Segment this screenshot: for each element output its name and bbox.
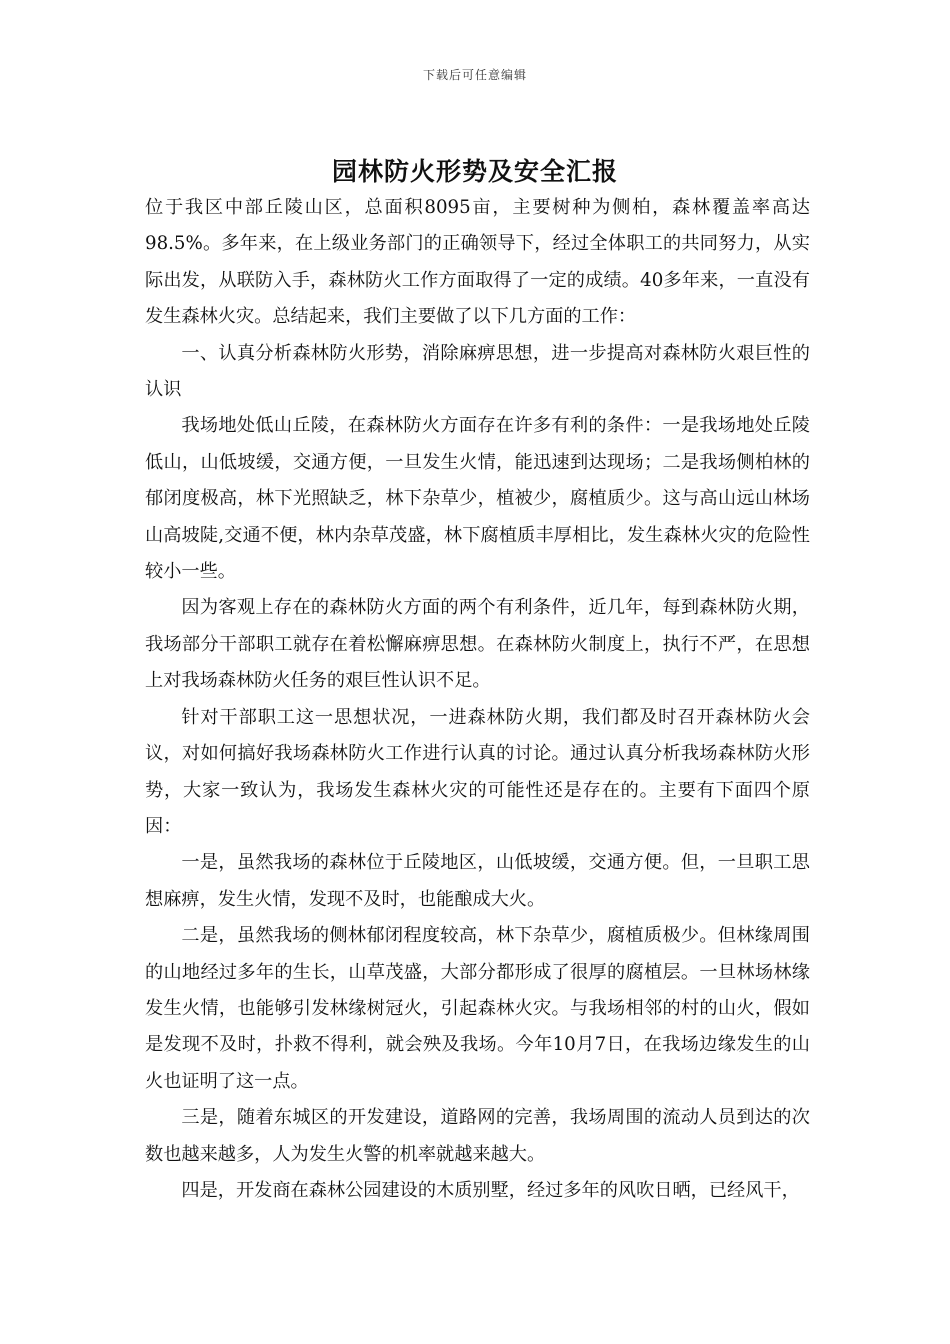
header-note: 下载后可任意编辑 bbox=[422, 68, 527, 82]
paragraph: 一是，虽然我场的森林位于丘陵地区，山低坡缓，交通方便。但，一旦职工思想麻痹，发生火情，发现不及时，也能酿成大火。 bbox=[145, 852, 810, 910]
section-heading: 一、认真分析森林防火形势，消除麻痹思想，进一步提高对森林防火艰巨性的认识 bbox=[145, 342, 810, 401]
paragraph: 位于我区中部丘陵山区，总面积8095亩，主要树种为侧柏，森林覆盖率高达98.5%。多年来，在上级业务部门的正确领导下，经过全体职工的共同努力，从实际出发，从联防入手，森林防火工作方面取得了一定的成绩。40多年来，一直没有发生森林火灾。总结起来，我们主要做了以下几方面的工作： bbox=[145, 197, 810, 328]
paragraph: 因为客观上存在的森林防火方面的两个有利条件，近几年，每到森林防火期，我场部分干部职工就存在着松懈麻痹思想。在森林防火制度上，执行不严，在思想上对我场森林防火任务的艰巨性认识不足。 bbox=[145, 597, 810, 692]
paragraph: 针对干部职工这一思想状况，一进森林防火期，我们都及时召开森林防火会议，对如何搞好我场森林防火工作进行认真的讨论。通过认真分析我场森林防火形势，大家一致认为，我场发生森林火灾的可能性还是存在的。主要有下面四个原因： bbox=[145, 706, 810, 837]
document-title: 园林防火形势及安全汇报 bbox=[331, 157, 618, 186]
paragraph: 我场地处低山丘陵，在森林防火方面存在许多有利的条件：一是我场地处丘陵低山，山低坡缓，交通方便，一旦发生火情，能迅速到达现场；二是我场侧柏林的郁闭度极高，林下光照缺乏，林下杂草少，植被少，腐植质少。这与高山远山林场山高坡陡,交通不便，林内杂草茂盛，林下腐植质丰厚相比，发生森林火灾的危险性较小一些。 bbox=[145, 415, 810, 583]
document-body bbox=[145, 190, 810, 1209]
paragraph: 二是，虽然我场的侧林郁闭程度较高，林下杂草少，腐植质极少。但林缘周围的山地经过多年的生长，山草茂盛，大部分都形成了很厚的腐植层。一旦林场林缘发生火情，也能够引发林缘树冠火，引起森林火灾。与我场相邻的村的山火，假如是发现不及时，扑救不得利，就会殃及我场。今年10月7日，在我场边缘发生的山火也证明了这一点。 bbox=[145, 925, 810, 1092]
paragraph: 四是，开发商在森林公园建设的木质别墅，经过多年的风吹日晒，已经风干， bbox=[181, 1179, 800, 1201]
paragraph: 三是，随着东城区的开发建设，道路网的完善，我场周围的流动人员到达的次数也越来越多，人为发生火警的机率就越来越大。 bbox=[145, 1107, 810, 1165]
